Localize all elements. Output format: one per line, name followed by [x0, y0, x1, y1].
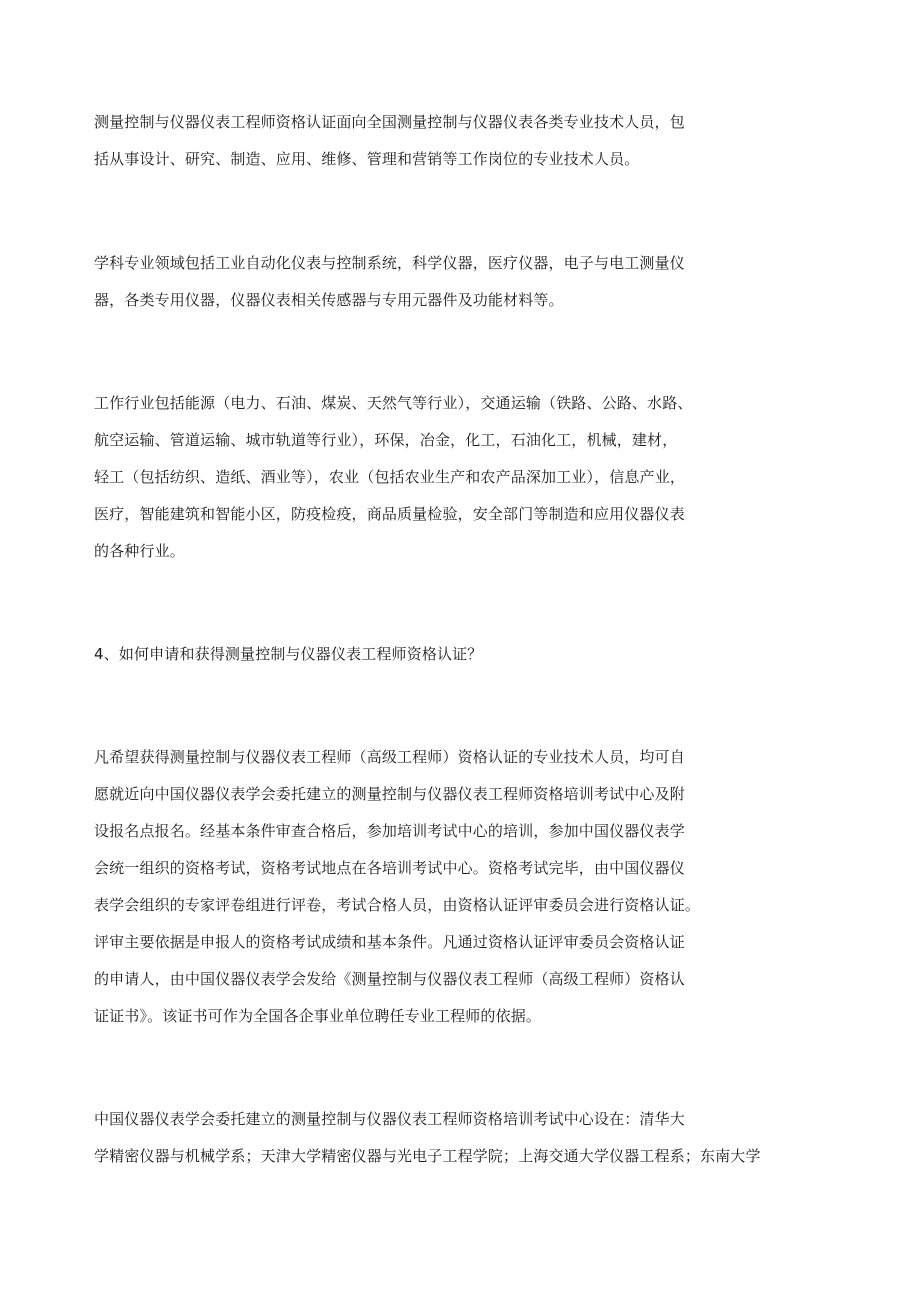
text-line: 括从事设计、研究、制造、应用、维修、管理和营销等工作岗位的专业技术人员。	[94, 150, 640, 168]
text-line: 测量控制与仪器仪表工程师资格认证面向全国测量控制与仪器仪表各类专业技术人员，包	[94, 113, 685, 131]
text-line: 医疗，智能建筑和智能小区，防疫检疫，商品质量检验，安全部门等制造和应用仪器仪表	[94, 505, 685, 523]
text-line: 的申请人，由中国仪器仪表学会发给《测量控制与仪器仪表工程师（高级工程师）资格认	[94, 970, 685, 988]
text-line: 设报名点报名。经基本条件审查合格后，参加培训考试中心的培训，参加中国仪器仪表学	[94, 822, 685, 840]
text-line: 中国仪器仪表学会委托建立的测量控制与仪器仪表工程师资格培训考试中心设在：清华大	[94, 1110, 685, 1128]
text-line: 器，各类专用仪器，仪器仪表相关传感器与专用元器件及功能材料等。	[94, 291, 564, 309]
text-line: 的各种行业。	[94, 542, 185, 560]
text-line: 学科专业领域包括工业自动化仪表与控制系统，科学仪器，医疗仪器，电子与电工测量仪	[94, 254, 685, 272]
text-line: 评审主要依据是申报人的资格考试成绩和基本条件。凡通过资格认证评审委员会资格认证	[94, 933, 685, 951]
heading-text: 4、如何申请和获得测量控制与仪器仪表工程师资格认证？	[94, 645, 483, 663]
text-line: 愿就近向中国仪器仪表学会委托建立的测量控制与仪器仪表工程师资格培训考试中心及附	[94, 785, 685, 803]
text-line: 证证书》。该证书可作为全国各企事业单位聘任专业工程师的依据。	[94, 1007, 542, 1025]
text-line: 凡希望获得测量控制与仪器仪表工程师（高级工程师）资格认证的专业技术人员，均可自	[94, 748, 685, 766]
text-line: 轻工（包括纺织、造纸、酒业等），农业（包括农业生产和农产品深加工业），信息产业，	[94, 468, 686, 486]
text-line: 航空运输、管道运输、城市轨道等行业），环保，冶金，化工，石油化工，机械，建材，	[94, 431, 678, 449]
text-line: 学精密仪器与机械学系；天津大学精密仪器与光电子工程学院；上海交通大学仪器工程系；东南大学	[94, 1147, 761, 1165]
text-line: 工作行业包括能源（电力、石油、煤炭、天然气等行业），交通运输（铁路、公路、水路、	[94, 394, 693, 412]
text-line: 会统一组织的资格考试，资格考试地点在各培训考试中心。资格考试完毕，由中国仪器仪	[94, 859, 685, 877]
text-line: 表学会组织的专家评卷组进行评卷，考试合格人员，由资格认证评审委员会进行资格认证。	[94, 896, 701, 914]
